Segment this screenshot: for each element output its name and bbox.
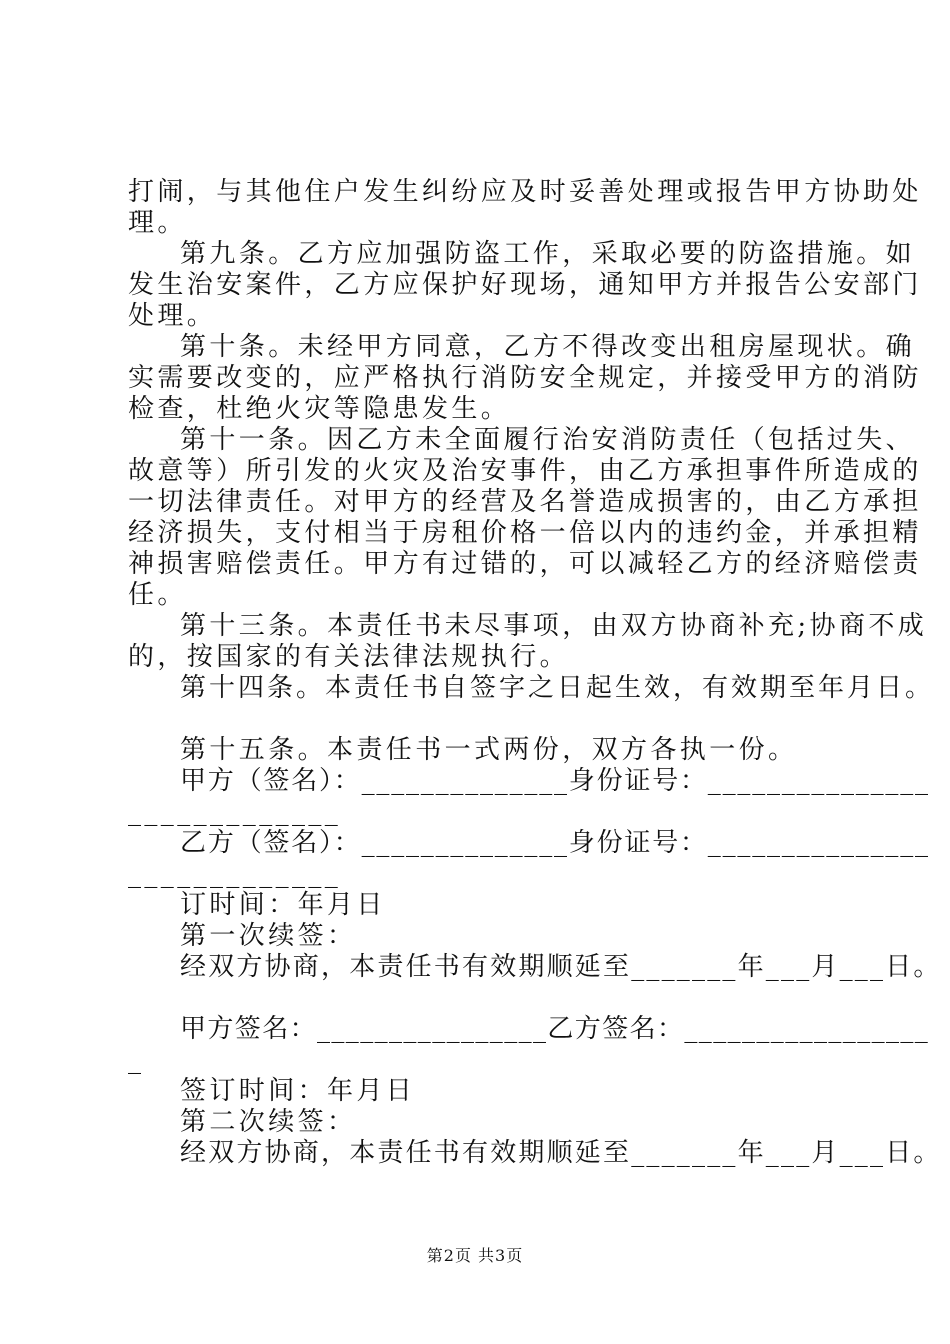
text-line: 经双方协商，本责任书有效期顺延至_______年___月___日。 <box>180 952 942 982</box>
text-line: 处理。 <box>128 301 217 331</box>
text-line: 第一次续签： <box>180 921 357 951</box>
text-line: 发生治安案件，乙方应保护好现场，通知甲方并报告公安部门 <box>128 270 922 300</box>
text-line: 神损害赔偿责任。甲方有过错的，可以减轻乙方的经济赔偿责 <box>128 549 922 579</box>
signature-line: 乙方（签名）：______________身份证号：_______________ <box>180 828 930 858</box>
text-line: 第二次续签： <box>180 1107 357 1137</box>
text-line: 订时间：年月日 <box>180 890 386 920</box>
text-line: 签订时间：年月日 <box>180 1076 416 1106</box>
signature-line: 甲方签名：________________乙方签名：_________________ <box>180 1014 930 1044</box>
page-footer: 第2页 共3页 <box>426 1246 524 1265</box>
text-line: 理。 <box>128 208 187 238</box>
text-line: 的，按国家的有关法律法规执行。 <box>128 642 570 672</box>
text-line: 实需要改变的，应严格执行消防安全规定，并接受甲方的消防 <box>128 363 922 393</box>
text-line: 第九条。乙方应加强防盗工作，采取必要的防盗措施。如 <box>180 239 916 269</box>
text-line: 第十四条。本责任书自签字之日起生效，有效期至年月日。 <box>180 673 935 703</box>
text-line: 经双方协商，本责任书有效期顺延至_______年___月___日。 <box>180 1138 942 1168</box>
signature-line-continued: _ <box>128 1045 145 1075</box>
text-line: 第十条。未经甲方同意，乙方不得改变出租房屋现状。确 <box>180 332 916 362</box>
signature-line-continued: _____________ <box>128 797 342 827</box>
text-line: 打闹，与其他住户发生纠纷应及时妥善处理或报告甲方协助处 <box>128 177 922 207</box>
text-line: 检查，杜绝火灾等隐患发生。 <box>128 394 511 424</box>
text-line: 经济损失，支付相当于房租价格一倍以内的违约金，并承担精 <box>128 518 922 548</box>
signature-line-continued: _____________ <box>128 859 342 889</box>
text-line: 故意等）所引发的火灾及治安事件，由乙方承担事件所造成的 <box>128 456 922 486</box>
text-line: 任。 <box>128 580 187 610</box>
text-line: 一切法律责任。对甲方的经营及名誉造成损害的，由乙方承担 <box>128 487 922 517</box>
text-line: 第十三条。本责任书未尽事项，由双方协商补充;协商不成 <box>180 611 928 641</box>
signature-line: 甲方（签名）：______________身份证号：_______________ <box>180 766 930 796</box>
text-line: 第十一条。因乙方未全面履行治安消防责任（包括过失、 <box>180 425 916 455</box>
text-line: 第十五条。本责任书一式两份，双方各执一份。 <box>180 735 798 765</box>
